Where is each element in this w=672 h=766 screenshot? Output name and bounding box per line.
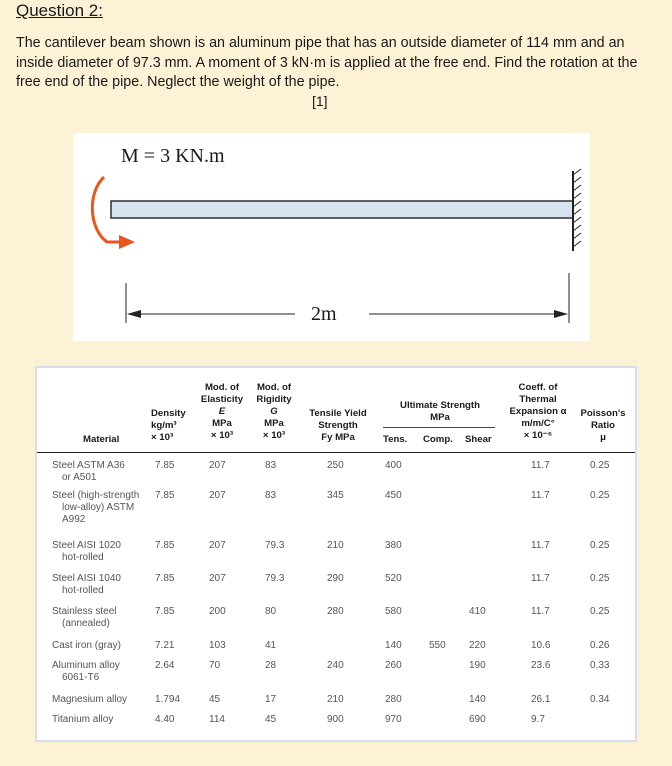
cell-G: 79.3 xyxy=(265,573,285,584)
cell-E: 207 xyxy=(209,540,226,551)
cell-E: 114 xyxy=(209,714,225,725)
marks-label: [1] xyxy=(312,93,328,109)
cell-thermal: 10.6 xyxy=(531,640,551,651)
moment-arrowhead xyxy=(119,235,135,249)
cell-tens: 260 xyxy=(385,660,402,671)
cell-yield: 280 xyxy=(327,606,344,617)
problem-statement: The cantilever beam shown is an aluminum pipe that has an outside diameter of 114 mm and an inside diameter of 97.3 mm. A moment of 3 kN·m is applied at the free end. Find the rotation at the free end of the pipe. Neglect the weight of the pipe. xyxy=(16,35,638,90)
cell-poisson: 0.25 xyxy=(590,540,610,551)
material-name: Titanium alloy xyxy=(52,714,114,725)
header-poisson: Poisson's Ratio μ xyxy=(580,408,626,443)
header-comp: Comp. xyxy=(423,434,453,445)
cell-tens: 140 xyxy=(385,640,402,651)
cell-density: 7.85 xyxy=(155,573,175,584)
cell-density: 7.85 xyxy=(155,490,175,501)
header-rigidity: Mod. of Rigidity G MPa × 10³ xyxy=(256,382,292,441)
beam-figure xyxy=(73,133,590,341)
cell-G: 28 xyxy=(265,660,277,671)
cell-thermal: 11.7 xyxy=(531,460,550,471)
header-density: Density kg/m³ × 10³ xyxy=(151,408,186,443)
cell-E: 200 xyxy=(209,606,226,617)
cell-density: 7.21 xyxy=(155,640,175,651)
cell-yield: 210 xyxy=(327,540,344,551)
cell-G: 41 xyxy=(265,640,277,651)
cell-E: 70 xyxy=(209,660,221,671)
beam xyxy=(111,201,573,218)
header-divider xyxy=(37,452,635,453)
cell-thermal: 11.7 xyxy=(531,490,550,501)
cell-shear: 140 xyxy=(469,694,486,705)
cell-shear: 690 xyxy=(469,714,486,725)
header-material: Material xyxy=(83,434,120,445)
question-heading: Question 2: xyxy=(16,1,103,20)
cell-density: 7.85 xyxy=(155,460,175,471)
header-elasticity: Mod. of Elasticity E MPa × 10³ xyxy=(200,382,244,441)
cell-G: 45 xyxy=(265,714,277,725)
cell-E: 207 xyxy=(209,460,226,471)
cell-thermal: 26.1 xyxy=(531,694,551,705)
cell-shear: 410 xyxy=(469,606,486,617)
moment-label: M = 3 KN.m xyxy=(121,145,225,167)
cell-tens: 970 xyxy=(385,714,402,725)
cell-poisson: 0.34 xyxy=(590,694,610,705)
cell-thermal: 11.7 xyxy=(531,573,550,584)
cell-yield: 900 xyxy=(327,714,344,725)
header-thermal: Coeff. of Thermal Expansion α m/m/C° × 10⁻⁶ xyxy=(509,382,567,441)
wall-hatch xyxy=(573,169,581,247)
cell-poisson: 0.25 xyxy=(590,606,610,617)
cell-tens: 280 xyxy=(385,694,402,705)
cell-thermal: 11.7 xyxy=(531,540,550,551)
cell-shear: 220 xyxy=(469,640,486,651)
cell-thermal: 11.7 xyxy=(531,606,550,617)
cell-tens: 400 xyxy=(385,460,402,471)
cell-shear: 190 xyxy=(469,660,486,671)
cell-poisson: 0.25 xyxy=(590,573,610,584)
material-name: Steel ASTM A36 or A501 xyxy=(52,460,125,483)
material-name: Steel (high-strength low-alloy) ASTM A992 xyxy=(52,490,140,525)
header-tens: Tens. xyxy=(383,434,408,445)
material-properties-table xyxy=(37,368,635,740)
cell-thermal: 23.6 xyxy=(531,660,551,671)
cell-yield: 210 xyxy=(327,694,344,705)
cell-E: 207 xyxy=(209,573,226,584)
cell-density: 7.85 xyxy=(155,606,175,617)
header-shear: Shear xyxy=(465,434,492,445)
cell-poisson: 0.26 xyxy=(590,640,610,651)
cell-G: 79.3 xyxy=(265,540,285,551)
material-name: Stainless steel (annealed) xyxy=(52,606,117,629)
cell-E: 103 xyxy=(209,640,226,651)
cell-tens: 380 xyxy=(385,540,402,551)
cell-thermal: 9.7 xyxy=(531,714,545,725)
cell-E: 45 xyxy=(209,694,221,705)
cell-density: 7.85 xyxy=(155,540,175,551)
cell-E: 207 xyxy=(209,490,226,501)
cell-G: 17 xyxy=(265,694,277,705)
header-ultimate: Ultimate Strength MPa xyxy=(400,400,480,423)
material-name: Cast iron (gray) xyxy=(52,640,121,651)
cell-density: 4.40 xyxy=(155,714,175,725)
cell-G: 83 xyxy=(265,460,277,471)
cell-G: 83 xyxy=(265,490,277,501)
cell-yield: 345 xyxy=(327,490,344,501)
cell-tens: 450 xyxy=(385,490,402,501)
length-label: 2m xyxy=(311,303,337,325)
cell-yield: 250 xyxy=(327,460,344,471)
cell-G: 80 xyxy=(265,606,277,617)
cell-tens: 580 xyxy=(385,606,402,617)
material-name: Magnesium alloy xyxy=(52,694,128,705)
material-name: Aluminum alloy 6061-T6 xyxy=(52,660,120,683)
material-name: Steel AISI 1020 hot-rolled xyxy=(52,540,121,563)
cell-comp: 550 xyxy=(429,640,446,651)
cell-yield: 290 xyxy=(327,573,344,584)
cell-poisson: 0.25 xyxy=(590,490,610,501)
header-yield: Tensile Yield Strength Fy MPa xyxy=(309,408,367,443)
cell-density: 2.64 xyxy=(155,660,175,671)
material-name: Steel AISI 1040 hot-rolled xyxy=(52,573,121,596)
cell-tens: 520 xyxy=(385,573,402,584)
cell-yield: 240 xyxy=(327,660,344,671)
cell-density: 1.794 xyxy=(155,694,181,705)
cell-poisson: 0.25 xyxy=(590,460,610,471)
cell-poisson: 0.33 xyxy=(590,660,610,671)
